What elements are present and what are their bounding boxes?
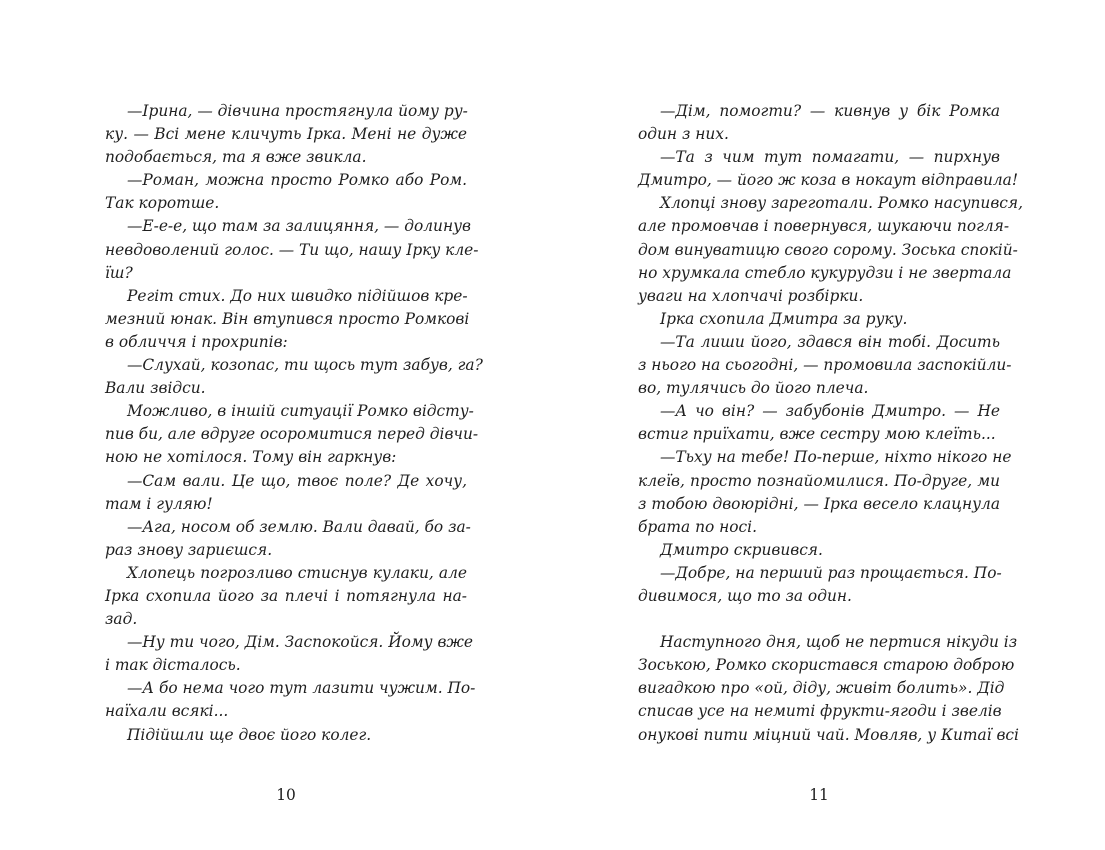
text-line: Наступного дня, щоб не пертися нікуди із — [660, 633, 1018, 652]
text-line: —Е-е-е, що там за залицяння, — долинув — [127, 217, 471, 236]
text-line: —Та лиши його, здався він тобі. Досить — [660, 332, 1000, 351]
blank-line — [638, 608, 1000, 631]
text-line: клеїв, просто познайомилися. По-друге, ми — [638, 471, 1000, 490]
text-line: уваги на хлопчачі розбірки. — [638, 286, 864, 305]
text-line: —Тьху на тебе! По-перше, ніхто нікого не — [660, 448, 1012, 467]
text-line: Дмитро скривився. — [660, 540, 823, 559]
text-line: дом винуватицю свого сорому. Зоська спокій- — [638, 240, 1018, 259]
text-line: наїхали всякі... — [105, 702, 229, 721]
text-line: но хрумкала стебло кукурудзи і не звертала — [638, 263, 1012, 282]
text-line: Ірка схопила його за плечі і потягнула на- — [105, 586, 467, 605]
text-line: вигадкою про «ой, діду, живіт болить». Дід — [638, 679, 1005, 698]
text-line: Так коротше. — [105, 194, 220, 213]
text-line: —Та з чим тут помагати, — пирхнув — [660, 148, 1000, 167]
text-line: і так дісталось. — [105, 656, 241, 675]
text-line: —А бо нема чого тут лазити чужим. По- — [127, 679, 476, 698]
text-line: —Сам вали. Це що, твоє поле? Де хочу, — [127, 471, 467, 490]
text-line: дивимося, що то за один. — [638, 586, 852, 605]
text-line: Вали звідси. — [105, 379, 206, 398]
text-line: подобається, та я вже звикла. — [105, 148, 367, 167]
left-page — [0, 0, 552, 850]
text-line: ку. — Всі мене кличуть Ірка. Мені не дуже — [105, 125, 467, 144]
text-line: —Ірина, — дівчина простягнула йому ру- — [127, 102, 468, 120]
text-line: невдоволений голос. — Ти що, нашу Ірку кле- — [105, 240, 479, 259]
text-line: —Ну ти чого, Дім. Заспокойся. Йому вже — [127, 633, 474, 652]
text-line: во, тулячись до його плеча. — [638, 379, 869, 398]
text-line: один з них. — [638, 125, 729, 144]
text-line: в обличчя і прохрипів: — [105, 332, 288, 351]
right-page-number: 11 — [809, 786, 829, 804]
text-line: пив би, але вдруге осоромитися перед дівчи- — [105, 425, 479, 444]
right-page — [553, 0, 1105, 850]
text-line: з тобою двоюрідні, — Ірка весело клацнула — [638, 494, 1000, 513]
text-line: з нього на сьогодні, — промовила заспокійли- — [638, 356, 1012, 375]
text-line: Підійшли ще двоє його колег. — [127, 725, 372, 744]
text-line: встиг приїхати, вже сестру мою клеїть... — [638, 425, 996, 444]
text-line: —Ага, носом об землю. Вали давай, бо за- — [127, 517, 471, 536]
text-line: Ірка схопила Дмитра за руку. — [660, 309, 908, 328]
text-line: мезний юнак. Він втупився просто Ромкові — [105, 309, 470, 328]
text-line: —Дім, помогти? — кивнув у бік Ромка — [660, 102, 1000, 120]
text-line: Можливо, в іншій ситуації Ромко відсту- — [127, 402, 474, 421]
text-line: раз знову зариєшся. — [105, 540, 273, 559]
text-line: зад. — [105, 610, 138, 629]
text-line: —А чо він? — забубонів Дмитро. — Не — [660, 402, 1000, 421]
left-page-text — [105, 100, 483, 747]
text-line: Хлопець погрозливо стиснув кулаки, але — [127, 563, 467, 582]
text-line: але промовчав і повернувся, шукаючи погля- — [638, 217, 1010, 236]
text-line: —Роман, можна просто Ромко або Ром. — [127, 171, 467, 190]
text-line: їш? — [105, 263, 133, 282]
text-line: Регіт стих. До них швидко підійшов кре- — [127, 286, 468, 305]
text-line: списав усе на немиті фрукти-ягоди і звелів — [638, 702, 1002, 721]
text-line: ною не хотілося. Тому він гаркнув: — [105, 448, 397, 467]
left-page-number: 10 — [276, 786, 296, 804]
right-page-text — [638, 100, 1023, 747]
text-line: Зоською, Ромко скористався старою доброю — [638, 656, 1015, 675]
text-line: —Добре, на перший раз прощається. По- — [660, 563, 1002, 582]
text-line: Хлопці знову зареготали. Ромко насупився, — [660, 194, 1023, 213]
text-line: —Слухай, козопас, ти щось тут забув, га? — [127, 356, 483, 375]
text-line: там і гуляю! — [105, 494, 213, 513]
text-line: онукові пити міцний чай. Мовляв, у Китаї всі — [638, 725, 1019, 744]
text-line: Дмитро, — його ж коза в нокаут відправила! — [638, 171, 1019, 190]
text-line: брата по носі. — [638, 517, 757, 536]
